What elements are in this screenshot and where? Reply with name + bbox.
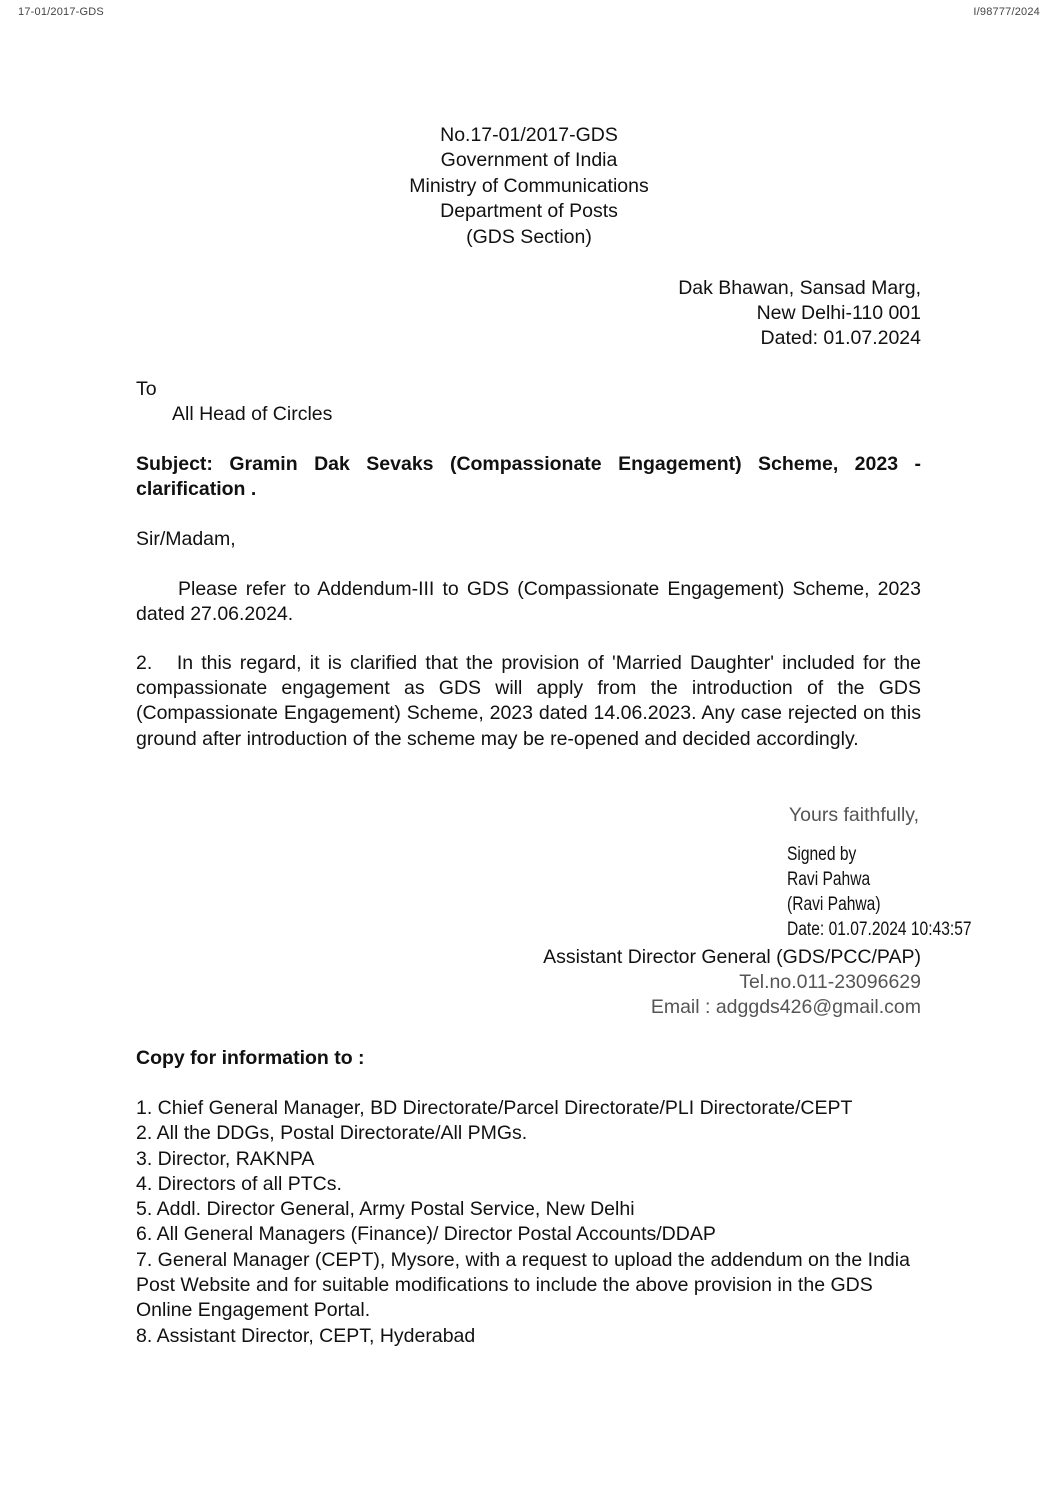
list-item: 3. Director, RAKNPA	[136, 1147, 315, 1170]
signer-name-parenthesized: (Ravi Pahwa)	[787, 894, 881, 915]
subject: Subject: Gramin Dak Sevaks (Compassionate Engagement) Scheme, 2023 - clarification .	[136, 453, 921, 501]
to-label: To	[136, 378, 157, 400]
letter-number: No.17-01/2017-GDS	[440, 124, 618, 146]
salutation: Sir/Madam,	[136, 528, 236, 550]
copy-list	[136, 1096, 936, 1349]
list-item: 4. Directors of all PTCs.	[136, 1172, 342, 1195]
header-ministry: Ministry of Communications	[409, 175, 649, 197]
signed-by-label: Signed by	[787, 844, 857, 865]
receipt-number-corner: I/98777/2024	[973, 6, 1040, 18]
email: Email : adggds426@gmail.com	[650, 996, 921, 1018]
list-item: 6. All General Managers (Finance)/ Director Postal Accounts/DDAP	[136, 1223, 716, 1246]
closing: Yours faithfully,	[788, 804, 919, 826]
paragraph-2: 2. In this regard, it is clarified that the provision of 'Married Daughter' included for the compassionate engagement as GDS will apply from the introduction of the GDS (Compassionate Engagement) Scheme, 2023 dated 14.06.2023. Any case rejected on this ground after introduction of the scheme may be re-opened and decided accordingly.	[136, 652, 921, 750]
signer-name: Ravi Pahwa	[787, 869, 871, 890]
telephone: Tel.no.011-23096629	[739, 971, 921, 993]
list-item: 7. General Manager (CEPT), Mysore, with a request to upload the addendum on the India Post Website and for suitable modifications to include the above provision in the GDS Online Engagement Portal.	[136, 1248, 910, 1322]
paragraph-1: Please refer to Addendum-III to GDS (Compassionate Engagement) Scheme, 2023 dated 27.06.2024.	[136, 578, 921, 626]
list-item: 5. Addl. Director General, Army Postal Service, New Delhi	[136, 1198, 635, 1221]
letter-date: Dated: 01.07.2024	[760, 327, 921, 349]
address-city: New Delhi-110 001	[756, 302, 921, 324]
designation: Assistant Director General (GDS/PCC/PAP)	[543, 946, 921, 968]
recipient: All Head of Circles	[172, 403, 333, 425]
header-section: (GDS Section)	[466, 226, 592, 248]
file-number-corner: 17-01/2017-GDS	[18, 6, 104, 18]
copy-heading: Copy for information to :	[136, 1047, 365, 1069]
address-line: Dak Bhawan, Sansad Marg,	[678, 277, 921, 299]
list-item: 8. Assistant Director, CEPT, Hyderabad	[136, 1324, 476, 1347]
list-item: 2. All the DDGs, Postal Directorate/All PMGs.	[136, 1122, 528, 1145]
header-department: Department of Posts	[440, 200, 618, 222]
signature-date: Date: 01.07.2024 10:43:57	[787, 919, 972, 940]
header-government: Government of India	[440, 149, 618, 171]
list-item: 1. Chief General Manager, BD Directorate/Parcel Directorate/PLI Directorate/CEPT	[136, 1097, 853, 1119]
